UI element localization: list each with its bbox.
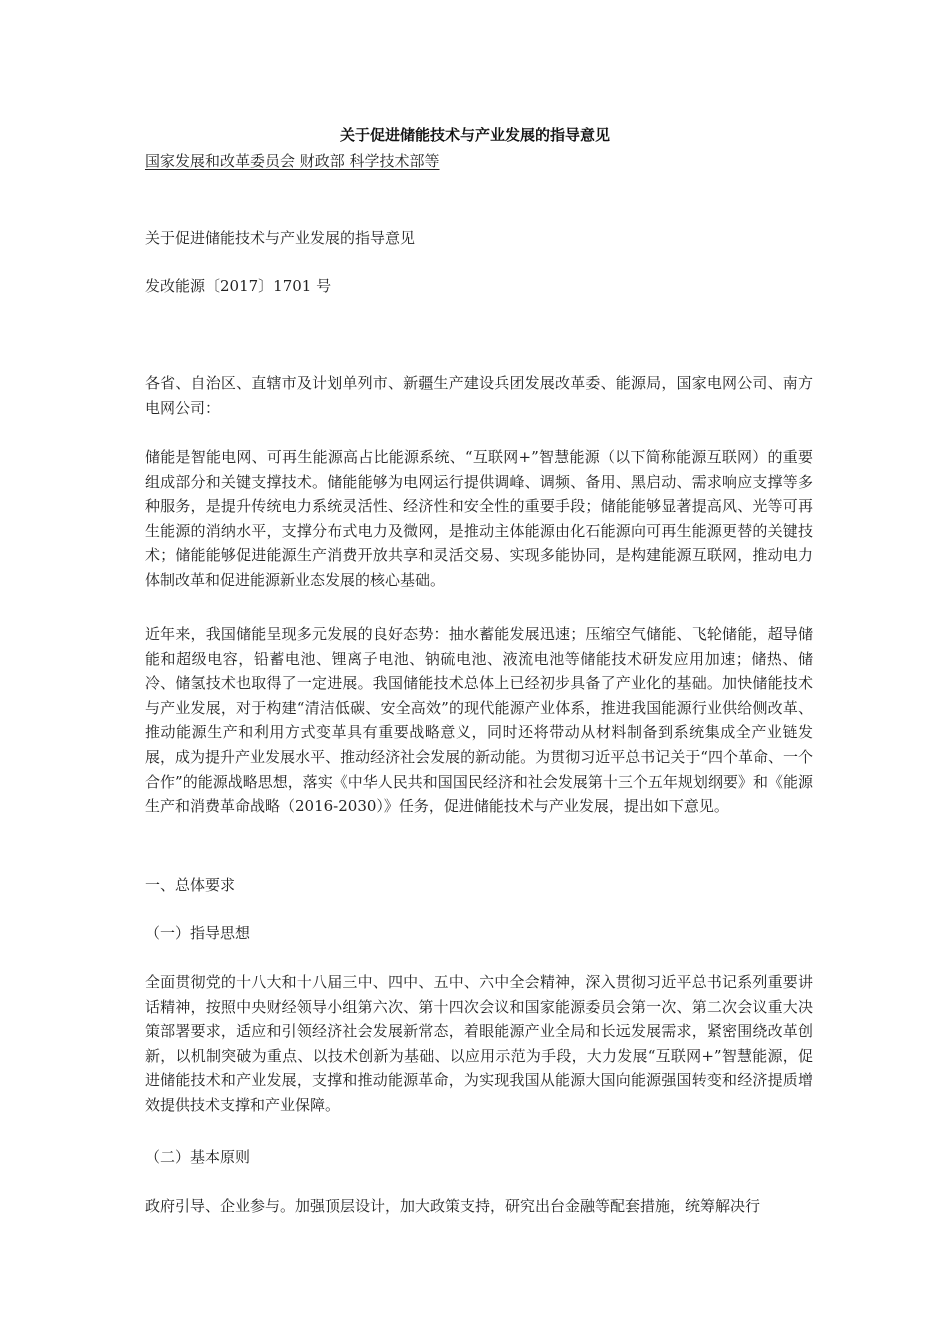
document-title: 关于促进储能技术与产业发展的指导意见 [339,126,610,144]
subsection-heading-guiding-ideology: （一）指导思想 [145,924,251,942]
subsection-heading-basic-principles: （二）基本原则 [145,1148,251,1166]
document-number: 发改能源〔2017〕1701 号 [145,277,332,295]
section-heading-general-requirements: 一、总体要求 [145,876,236,894]
basic-principles-paragraph: 政府引导、企业参与。加强顶层设计，加大政策支持，研究出台金融等配套措施，统筹解决行 [145,1197,761,1215]
intro-paragraph: 储能是智能电网、可再生能源高占比能源系统、“互联网+”智慧能源（以下简称能源互联网）的重要组成部分和关键支撑技术。储能能够为电网运行提供调峰、调频、备用、黑启动、需求响应支撑等多种服务，是提升传统电力系统灵活性、经济性和安全性的重要手段；储能能够显著提高风、光等可再生能源的消纳水平，支撑分布式电力及微网，是推动主体能源由化石能源向可再生能源更替的关键技术；储能能够促进能源生产消费开放共享和灵活交易、实现多能协同，是构建能源互联网，推动电力体制改革和促进能源新业态发展的核心基础。 [145,448,813,589]
guiding-ideology-paragraph: 全面贯彻党的十八大和十八届三中、四中、五中、六中全会精神，深入贯彻习近平总书记系列重要讲话精神，按照中央财经领导小组第六次、第十四次会议和国家能源委员会第一次、第二次会议重大决策部署要求，适应和引领经济社会发展新常态，着眼能源产业全局和长远发展需求，紧密围绕改革创新，以机制突破为重点、以技术创新为基础、以应用示范为手段，大力发展“互联网+”智慧能源，促进储能技术和产业发展，支撑和推动能源革命，为实现我国从能源大国向能源强国转变和经济提质增效提供技术支撑和产业保障。 [145,973,813,1114]
document-authors-link[interactable]: 国家发展和改革委员会 财政部 科学技术部等 [145,152,440,170]
background-paragraph: 近年来，我国储能呈现多元发展的良好态势：抽水蓄能发展迅速；压缩空气储能、飞轮储能，超导储能和超级电容，铅蓄电池、锂离子电池、钠硫电池、液流电池等储能技术研发应用加速；储热、储冷、储氢技术也取得了一定进展。我国储能技术总体上已经初步具备了产业化的基础。加快储能技术与产业发展，对于构建“清洁低碳、安全高效”的现代能源产业体系，推进我国能源行业供给侧改革、推动能源生产和利用方式变革具有重要战略意义，同时还将带动从材料制备到系统集成全产业链发展，成为提升产业发展水平、推动经济社会发展的新动能。为贯彻习近平总书记关于“四个革命、一个合作”的能源战略思想，落实《中华人民共和国国民经济和社会发展第十三个五年规划纲要》和《能源生产和消费革命战略（2016-2030）》任务，促进储能技术与产业发展，提出如下意见。 [145,625,813,816]
document-subtitle: 关于促进储能技术与产业发展的指导意见 [145,229,416,247]
addressee-paragraph: 各省、自治区、直辖市及计划单列市、新疆生产建设兵团发展改革委、能源局，国家电网公司、南方电网公司： [145,374,813,417]
